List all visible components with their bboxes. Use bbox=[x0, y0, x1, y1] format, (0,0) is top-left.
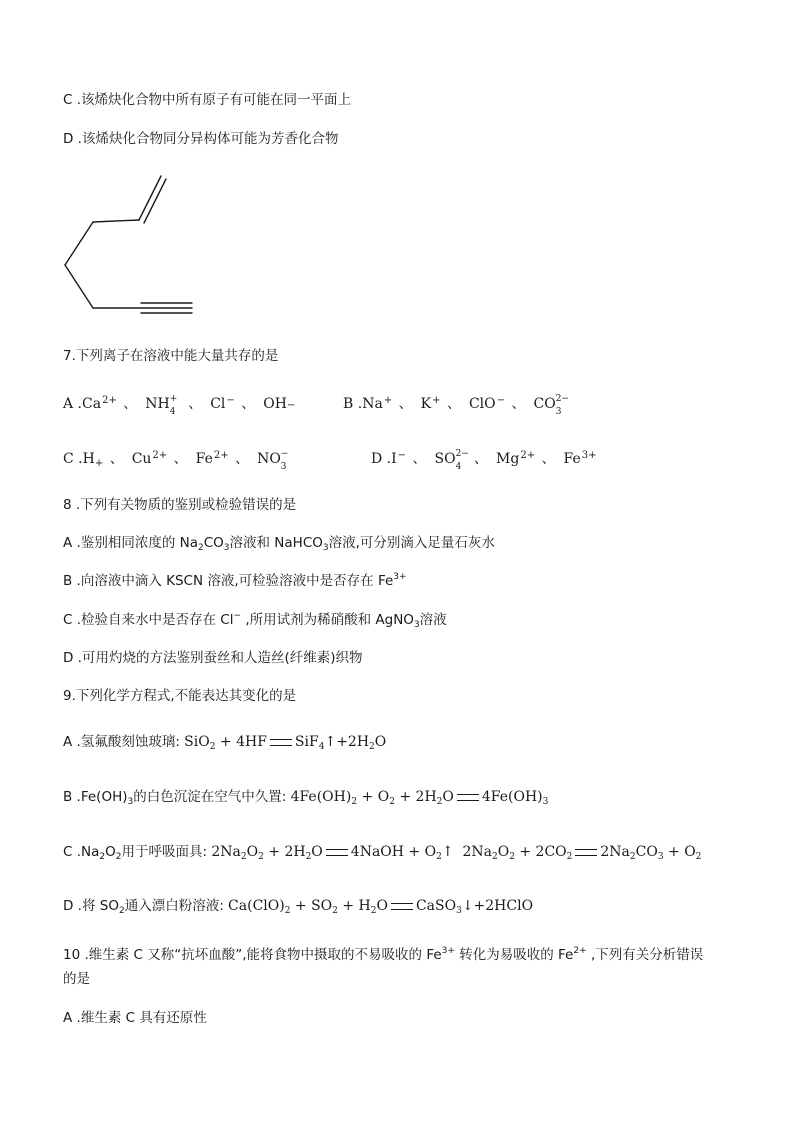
q8-c-text-3: 溶液 bbox=[419, 612, 447, 628]
q6-option-c: C .该烯炔化合物中所有原子有可能在同一平面上 bbox=[63, 92, 352, 108]
q7-stem: 7.下列离子在溶液中能大量共存的是 bbox=[63, 348, 279, 364]
q10-stem-1: 10 .维生素 C 又称“抗坏血酸”,能将食物中摄取的不易吸收的 Fe bbox=[63, 947, 442, 963]
q8-c-text-2: ,所用试剂为稀硝酸和 AgNO bbox=[241, 612, 414, 628]
q8-a-text-2: CO bbox=[203, 535, 224, 551]
q9-d-prefix-2: 通入漂白粉溶液: bbox=[124, 898, 229, 914]
q8-b-text: B .向溶液中滴入 KSCN 溶液,可检验溶液中是否存在 Fe bbox=[63, 573, 394, 589]
q9-option-c: C $.Na_2O_2$用于呼吸面具: $2Na_2O_2 + 2H_2O$ 4NaOH + $O_2↑$ $2Na_2O_2 + 2CO_2$ $2Na_2CO_3 + O_2$ bbox=[63, 844, 702, 862]
q7-option-d: D .I− 、 SO 2− 4 、 $Mg^{2+}$ 、 $Fe^{3+}$ bbox=[371, 449, 597, 472]
q9-c-prefix-2: O bbox=[105, 844, 116, 860]
q10-option-a: A .维生素 C 具有还原性 bbox=[63, 1010, 207, 1026]
q7-option-a: A $.Ca^{2+}$ 、 NH + 4 、 Cl− 、 OH− bbox=[63, 394, 296, 417]
q8-a-text-1: A .鉴别相同浓度的 Na bbox=[63, 535, 198, 551]
q7-c-prefix: C . bbox=[63, 451, 83, 467]
q7-option-b: B .Na+ 、 K+ 、 ClO− 、 CO 2− 3 bbox=[343, 394, 569, 417]
q8-a-text-4: 溶液,可分别滴入足量石灰水 bbox=[328, 535, 495, 551]
q9-option-d: D .将 $SO_2$通入漂白粉溶液: $Ca(ClO)_2 + SO_2 + H_2O$ CaSO$_3$↓+2HClO bbox=[63, 898, 534, 916]
q9-stem: 9.下列化学方程式,不能表达其变化的是 bbox=[63, 688, 297, 704]
q10-stem-3: ,下列有关分析错误 bbox=[586, 947, 704, 963]
q8-option-b: B .向溶液中滴入 KSCN 溶液,可检验溶液中是否存在 $Fe^{3+}$ bbox=[63, 572, 407, 589]
q8-option-c: C .检验自来水中是否存在 Cl− ,所用试剂为稀硝酸和 AgNO$_3$溶液 bbox=[63, 611, 447, 630]
q8-c-text-1: C .检验自来水中是否存在 Cl bbox=[63, 612, 234, 628]
q8-stem: 8 .下列有关物质的鉴别或检验错误的是 bbox=[63, 497, 297, 513]
q8-option-a: A .鉴别相同浓度的 $Na_2CO_3$溶液和 NaHCO$_3$溶液,可分别滴入足量石灰水 bbox=[63, 535, 495, 553]
q7-option-c: C $.H_+$ 、 $Cu^{2+}$ 、 $Fe^{2+}$ 、 NO − 3 bbox=[63, 449, 289, 472]
q9-c-prefix-3: 用于呼吸面具: bbox=[121, 844, 212, 860]
q9-b-prefix-1: B .Fe(OH) bbox=[63, 789, 128, 805]
q8-option-d: D .可用灼烧的方法鉴别蚕丝和人造丝(纤维素)织物 bbox=[63, 650, 363, 666]
q9-d-prefix-1: D .将 SO bbox=[63, 898, 119, 914]
q7-b-prefix: B . bbox=[343, 396, 363, 412]
q9-option-a: A .氢氟酸刻蚀玻璃: SiO$_2$ + 4HF $SiF_4↑+2H_2O$ bbox=[63, 734, 387, 752]
q9-c-prefix-1: C .Na bbox=[63, 844, 100, 860]
q6-option-d: D .该烯炔化合物同分异构体可能为芳香化合物 bbox=[63, 131, 339, 147]
q7-d-prefix: D . bbox=[371, 451, 392, 467]
q10-stem-2: 转化为易吸收的 Fe bbox=[454, 947, 574, 963]
q9-a-prefix: A .氢氟酸刻蚀玻璃: bbox=[63, 734, 185, 750]
enyne-structure-diagram bbox=[55, 170, 205, 325]
q7-a-prefix: A . bbox=[63, 396, 83, 412]
q9-option-b: B $.Fe(OH)_3$的白色沉淀在空气中久置: $4Fe(OH)_2 + O_2 + 2H_2O$ $4Fe(OH)_3$ bbox=[63, 789, 549, 807]
q10-stem-line-1: 10 .维生素 C 又称“抗坏血酸”,能将食物中摄取的不易吸收的 $Fe^{3+}$ 转化为易吸收的 $Fe^{2+}$ ,下列有关分析错误 bbox=[63, 946, 704, 963]
q9-b-prefix-2: 的白色沉淀在空气中久置: bbox=[133, 789, 291, 805]
q8-a-text-3: 溶液和 NaHCO bbox=[229, 535, 323, 551]
q10-stem-line-2: 的是 bbox=[63, 971, 90, 987]
